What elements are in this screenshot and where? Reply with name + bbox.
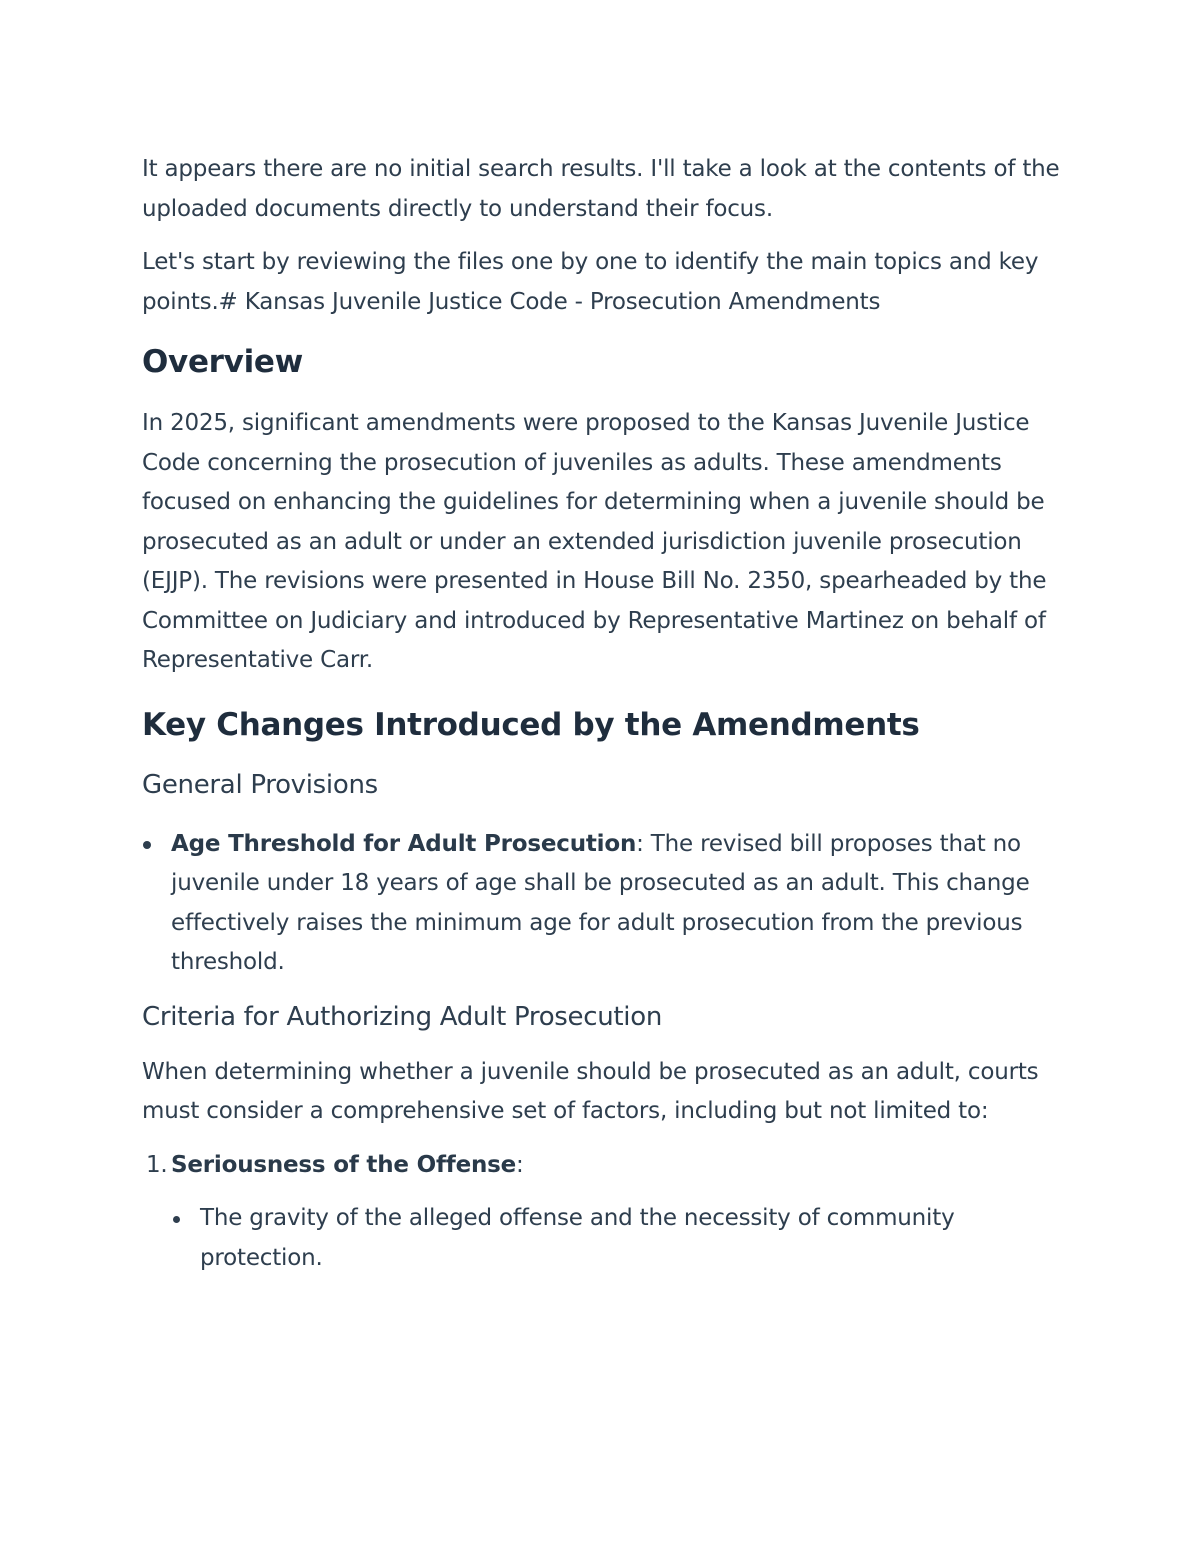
list-item: [142, 1146, 1062, 1279]
list-item-label: Age Threshold for Adult Prosecution: [171, 830, 637, 857]
key-changes-heading: Key Changes Introduced by the Amendments: [142, 706, 920, 743]
document-page: [142, 150, 1062, 1278]
general-provisions-list: [142, 825, 1062, 983]
criteria-paragraph: When determining whether a juvenile should be prosecuted as an adult, courts must consider a comprehensive set of factors, including but not limited to:: [142, 1058, 1039, 1124]
list-item: [171, 1199, 1062, 1278]
sub-item-text: The gravity of the alleged offense and the necessity of community protection.: [200, 1205, 955, 1271]
overview-paragraph: In 2025, significant amendments were proposed to the Kansas Juvenile Justice Code concerning the prosecution of juveniles as adults. These amendments focused on enhancing the guidelines for determining when a juvenile should be prosecuted as an adult or under an extended jurisdiction juvenile prosecution (EJJP). The revisions were presented in House Bill No. 2350, spearheaded by the Committee on Judiciary and introduced by Representative Martinez on behalf of Representative Carr.: [142, 410, 1047, 673]
criteria-sub-list: [171, 1199, 1062, 1278]
bullet-icon: [173, 1216, 180, 1223]
criteria-heading: Criteria for Authorizing Adult Prosecution: [142, 1001, 663, 1032]
list-item-suffix: :: [516, 1151, 524, 1178]
list-item: [142, 825, 1062, 983]
list-item-label: Seriousness of the Offense: [171, 1151, 517, 1178]
bullet-icon: [143, 841, 151, 849]
intro-paragraph-2: Let's start by reviewing the files one by one to identify the main topics and key points.# Kansas Juvenile Justice Code - Prosecution Amendments: [142, 249, 1039, 315]
criteria-list: [142, 1146, 1062, 1279]
overview-heading: Overview: [142, 344, 303, 380]
general-provisions-heading: General Provisions: [142, 769, 378, 800]
list-item-text: : The revised bill proposes that no juvenile under 18 years of age shall be prosecuted as an adult. This change effectively raises the minimum age for adult prosecution from the previous threshold.: [171, 830, 1030, 975]
list-number: 1.: [146, 1151, 168, 1178]
intro-paragraph-1: It appears there are no initial search results. I'll take a look at the contents of the uploaded documents directly to understand their focus.: [142, 156, 1060, 222]
